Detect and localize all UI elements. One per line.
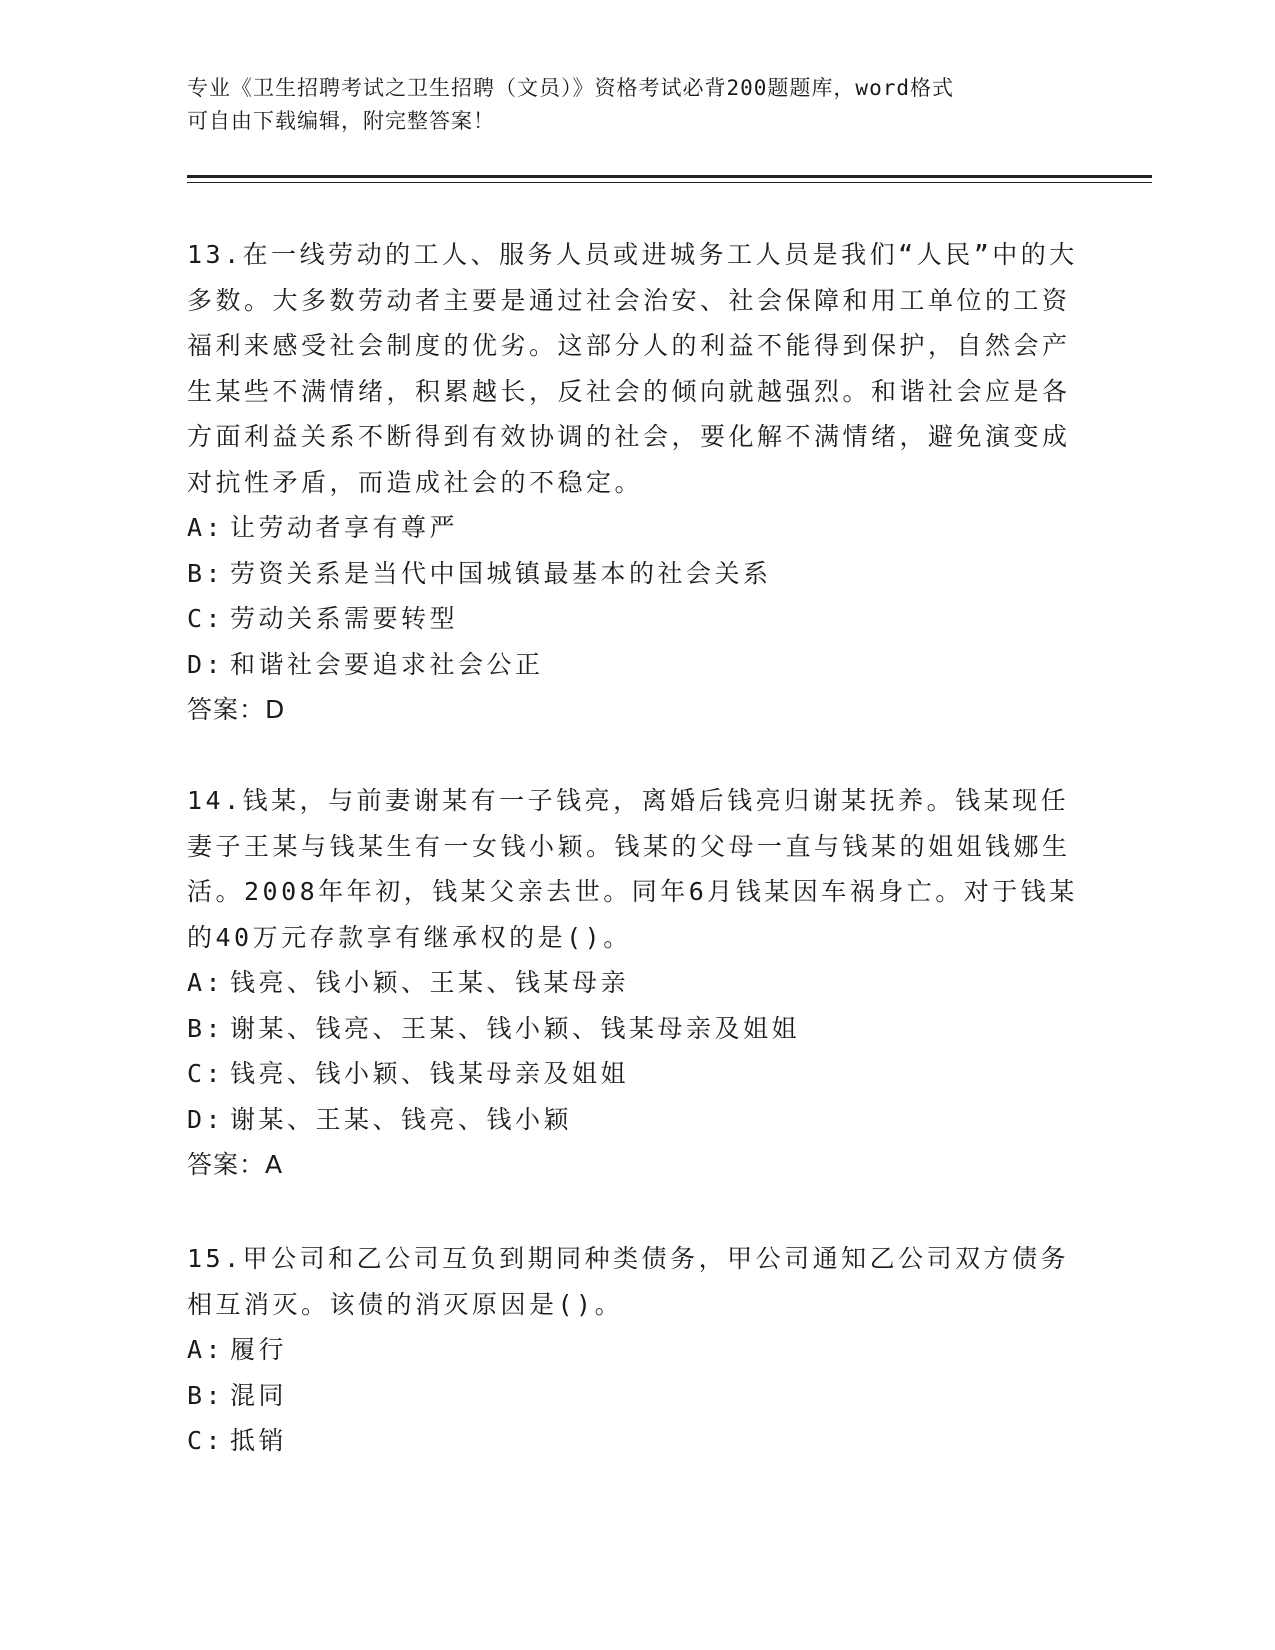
option-d [187, 1097, 1087, 1143]
option-letter: D: [187, 1104, 225, 1134]
answer-line: 答案：A [187, 1150, 284, 1179]
option-d [187, 642, 1087, 688]
option-text: 谢某、钱亮、王某、钱小颖、钱某母亲及姐姐 [230, 1013, 801, 1043]
header-divider-thin [187, 182, 1152, 183]
question-14 [187, 778, 1087, 1188]
answer-line: 答案：D [187, 695, 286, 724]
option-letter: B: [187, 1380, 225, 1410]
option-a [187, 960, 1087, 1006]
option-text: 劳动关系需要转型 [230, 604, 459, 633]
option-c [187, 1051, 1087, 1097]
option-a [187, 505, 1087, 551]
option-text: 抵销 [230, 1426, 288, 1455]
option-letter: C: [187, 1426, 225, 1455]
option-text: 混同 [230, 1380, 288, 1410]
option-text: 钱亮、钱小颖、王某、钱某母亲 [230, 968, 630, 997]
question-stem: 15.甲公司和乙公司互负到期同种类债务，甲公司通知乙公司双方债务相互消灭。该债的消灭原因是()。 [187, 1244, 1070, 1319]
option-b [187, 1373, 1087, 1419]
question-15 [187, 1236, 1087, 1464]
option-letter: C: [187, 1059, 225, 1088]
option-text: 劳资关系是当代中国城镇最基本的社会关系 [230, 558, 772, 588]
option-letter: B: [187, 558, 225, 588]
option-text: 履行 [230, 1335, 288, 1364]
document-header [187, 72, 1087, 138]
option-letter: A: [187, 513, 225, 542]
option-c [187, 1418, 1087, 1464]
option-text: 钱亮、钱小颖、钱某母亲及姐姐 [230, 1059, 630, 1088]
option-b [187, 1006, 1087, 1052]
option-text: 和谐社会要追求社会公正 [230, 649, 544, 679]
option-letter: C: [187, 604, 225, 633]
header-title-line-2: 可自由下载编辑，附完整答案！ [187, 109, 495, 133]
option-letter: A: [187, 1335, 225, 1364]
option-c [187, 596, 1087, 642]
question-13 [187, 232, 1087, 733]
header-title-line-1: 专业《卫生招聘考试之卫生招聘（文员）》资格考试必背200题题库，word格式 [187, 76, 954, 100]
option-b [187, 551, 1087, 597]
option-text: 谢某、王某、钱亮、钱小颖 [230, 1104, 573, 1134]
option-letter: B: [187, 1013, 225, 1043]
question-stem: 13.在一线劳动的工人、服务人员或进城务工人员是我们“人民”中的大多数。大多数劳动者主要是通过社会治安、社会保障和用工单位的工资福利来感受社会制度的优劣。这部分人的利益不能得到保护，自然会产生某些不满情绪，积累越长，反社会的倾向就越强烈。和谐社会应是各方面利益关系不断得到有效协调的社会，要化解不满情绪，避免演变成对抗性矛盾，而造成社会的不稳定。 [187, 240, 1078, 497]
option-letter: A: [187, 968, 225, 997]
option-text: 让劳动者享有尊严 [230, 513, 459, 542]
question-stem: 14.钱某，与前妻谢某有一子钱亮，离婚后钱亮归谢某抚养。钱某现任妻子王某与钱某生有一女钱小颖。钱某的父母一直与钱某的姐姐钱娜生活。2008年年初，钱某父亲去世。同年6月钱某因车祸身亡。对于钱某的40万元存款享有继承权的是()。 [187, 786, 1078, 952]
option-letter: D: [187, 649, 225, 679]
header-divider-thick [187, 175, 1152, 178]
option-a [187, 1327, 1087, 1373]
